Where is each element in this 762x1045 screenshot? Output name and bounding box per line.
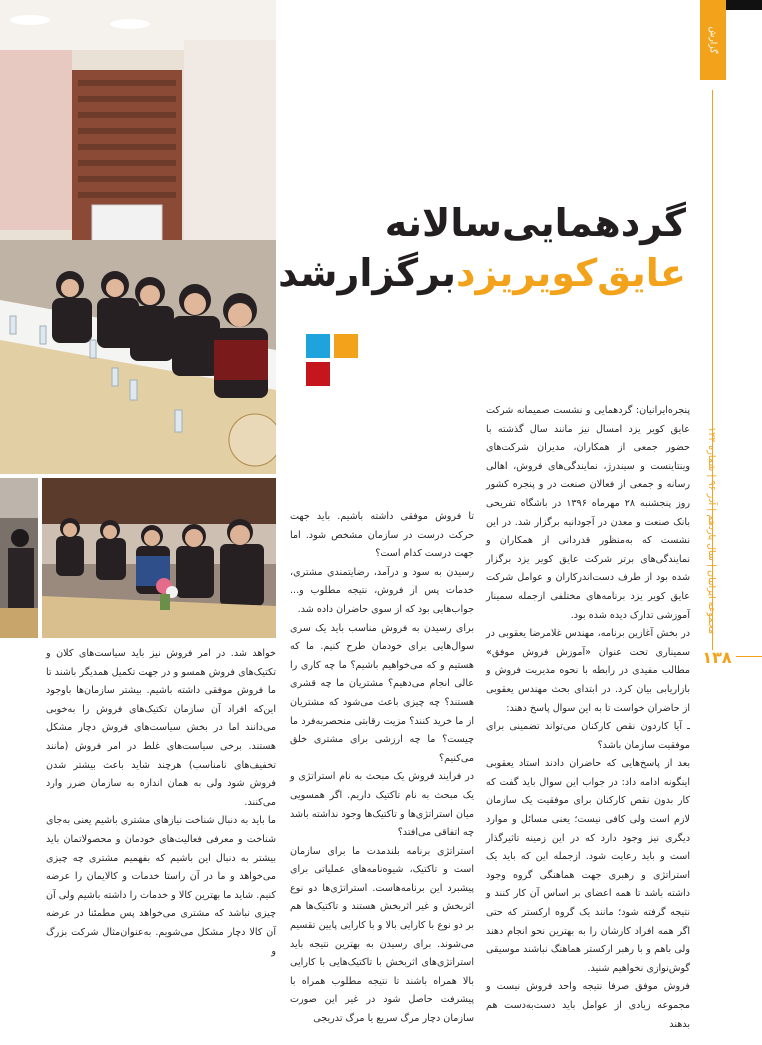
- side-photo: [0, 478, 38, 638]
- section-tab-label-wrap: [700, 0, 726, 80]
- paragraph: استراتژی برنامه بلندمدت ما برای سازمان است و تاکتیک، شیوه‌نامه‌های عملیاتی برای پیشبرد این برنامه‌هاست. استراتژی‌ها دو نوع اثربخش و غیر اثربخش هستند و تاکتیک‌ها هم بر دو نوع با کارایی بالا و با کارایی پایین تقسیم می‌شوند. برای رسیدن به بهترین نتیجه باید استراتژی‌های اثربخش با تاکتیک‌هایی با کارایی بالا همراه باشند تا نتیجه مطلوب همراه با پیشرفت حاصل شود در غیر این صورت سازمان دچار مرگ سریع یا مرگ تدریجی: [290, 845, 474, 1025]
- title-accent: عایق‌کویریزد: [456, 251, 686, 295]
- orange-square: [334, 334, 358, 358]
- decorative-squares: [306, 334, 358, 386]
- paragraph: تا فروش موفقی داشته باشیم. باید جهت حرکت درست در سازمان مشخص شود. اما جهت درست کدام است؟: [290, 511, 474, 560]
- paragraph: در بخش آغازین برنامه، مهندس غلامرضا یعقوبی در سمیناری تحت عنوان «آموزش فروش موفق» مطالب مفیدی در رابطه با نحوه مدیریت فروش و بازاریابی بیان کرد. در ابتدای بحث مهندس یعقوبی از حاضران خواست تا به این سوال پاسخ دهند:: [486, 628, 690, 714]
- paragraph: در فرایند فروش یک مبحث به نام استراتژی و یک مبحث به نام تاکتیک داریم. اگر همسویی میان استراتژی‌ها و تاکتیک‌ها وجود نداشته باشد چه اتفاقی می‌افتد؟: [290, 771, 474, 839]
- title-rest: برگزارشد: [278, 251, 456, 295]
- magazine-info: مجموعه ایرانیان | سال یازدهم | آذر ۹۶ | شماره ۱۲۲: [706, 426, 718, 634]
- magazine-info-wrap: [690, 426, 734, 634]
- paragraph: پنجره‌ایرانیان: گردهمایی و نشست صمیمانه شرکت عایق کویر یزد امسال نیز مانند سال گذشته با حضور جمعی از همکاران، مدیران شرکت‌های وینتاینست و سیندرژ، نمایندگی‌های فروش، اهالی رسانه و جمعی از فعالان صنعت در و پنجره کشور روز پنجشنبه ۲۸ مهرماه ۱۳۹۶ در باشگاه تفریحی بانک صنعت و معدن در آجودانیه برگزار شد. در این نشست که به‌منظور قدردانی از همکاران و نمایندگی‌های برتر شرکت عایق کویر یزد برگزار شده بود از طرف دست‌اندرکاران و عوامل شرکت عایق کویر یزد برنامه‌های مختلفی ازجمله سمینار آموزشی تدارک دیده شده بود.: [486, 405, 691, 621]
- article-title: [278, 198, 686, 298]
- paragraph: برای رسیدن به فروش مناسب باید یک سری سوال‌هایی برای خودمان طرح کنیم. ما که هستیم و که می‌خواهیم باشیم؟ ما چه کاری را عالی انجام می‌دهیم؟ مشتریان ما چه قشری هستند؟ چه چیزی باعث می‌شود که مشتریان از ما خرید کنند؟ مزیت رقابتی منحصربه‌فرد ما چیست؟ ما چه ارزشی برای مشتری خلق می‌کنیم؟: [290, 622, 474, 764]
- red-square: [306, 362, 330, 386]
- title-line-1: گردهمایی‌سالانه: [384, 201, 686, 245]
- page-number: ۱۳۸: [702, 648, 732, 667]
- top-corner-bar: [724, 0, 762, 10]
- blue-square: [306, 334, 330, 358]
- paragraph: رسیدن به سود و درآمد، رضایتمندی مشتری، خدمات پس از فروش، نتیجه مطلوب و... جواب‌هایی بود که از سوی حاضران داده شد.: [290, 566, 474, 615]
- article-column-2: [290, 508, 474, 1029]
- participants-photo: [42, 478, 276, 638]
- conference-photo: [0, 0, 276, 474]
- side-photo-art: [0, 478, 38, 638]
- article-column-1: [486, 402, 690, 1034]
- paragraph: فروش موفق صرفا نتیجه واحد فروش نیست و مجموعه زیادی از عوامل باید دست‌به‌دست هم بدهند: [486, 981, 690, 1030]
- paragraph: خواهد شد. در امر فروش نیز باید سیاست‌های کلان و تکتیک‌های فروش همسو و در جهت تکمیل همدیگر باشند تا ما فروش موفقی داشته باشیم. بیشتر سازمان‌ها باوجود این‌که افراد آن سازمان تکتیک‌های فروش را به‌خوبی می‌دانند اما در بخش سیاست‌های فروش دچار مشکل هستند. برخی سیاست‌های غلط در امر فروش (مانند تخفیف‌های نامناسب) هرچند شاید باعث بیشتر شدن فروش شود ولی به همان اندازه به سازمان ضرر وارد می‌کنند.: [46, 648, 276, 808]
- paragraph: ـ آیا کاردون نقص کارکنان می‌تواند تضمینی برای موفقیت سازمان باشد؟: [486, 721, 690, 751]
- paragraph: ما باید به دنبال شناخت نیازهای مشتری باشیم یعنی به‌جای شناخت و معرفی فعالیت‌های خودمان و محصولاتمان باید بیشتر به دنبال این باشیم که بفهمیم مشتری چه چیزی می‌خواهد و ما در آن راستا خدمات و کالایمان را عرضه کنیم. شاید ما بهترین کالا و خدمات را داشته باشیم ولی آن چیزی نباشد که مشتری می‌خواهد پس مطمئنا در عرضه آن کالا دچار مشکل می‌شویم. به‌عنوان‌مثال شرکت بزرگ و: [46, 815, 276, 957]
- title-line-2: [278, 248, 686, 298]
- article-column-3: [46, 645, 276, 961]
- page-number-rule: [736, 656, 762, 657]
- section-tab-label: گزارش: [708, 26, 718, 54]
- participants-photo-art: [42, 478, 276, 638]
- conference-photo-art: [0, 0, 276, 474]
- paragraph: بعد از پاسخ‌هایی که حاضران دادند استاد یعقوبی اینگونه ادامه داد: در جواب این سوال باید گفت که کار بدون نقص کارکنان برای موفقیت یک سازمان لازم است ولی کافی نیست؛ یعنی مسائل و موارد دیگری نیز وجود دارد که در این زمینه تاثیرگذار است و باید رعایت شود. ازجمله این که باید یک استراتژی و رهبری جهت هماهنگی گروه وجود داشته باشد تا همه اعضای بر اساس آن کار کنند و نتیجه گرفته شود؛ مانند یک گروه ارکستر که حتی اگر همه افراد کارشان را به بهترین نحو انجام دهند ولی باهم و با رهبر ارکستر هماهنگ نباشند موسیقی گوش‌نوازی نخواهیم شنید.: [486, 758, 690, 974]
